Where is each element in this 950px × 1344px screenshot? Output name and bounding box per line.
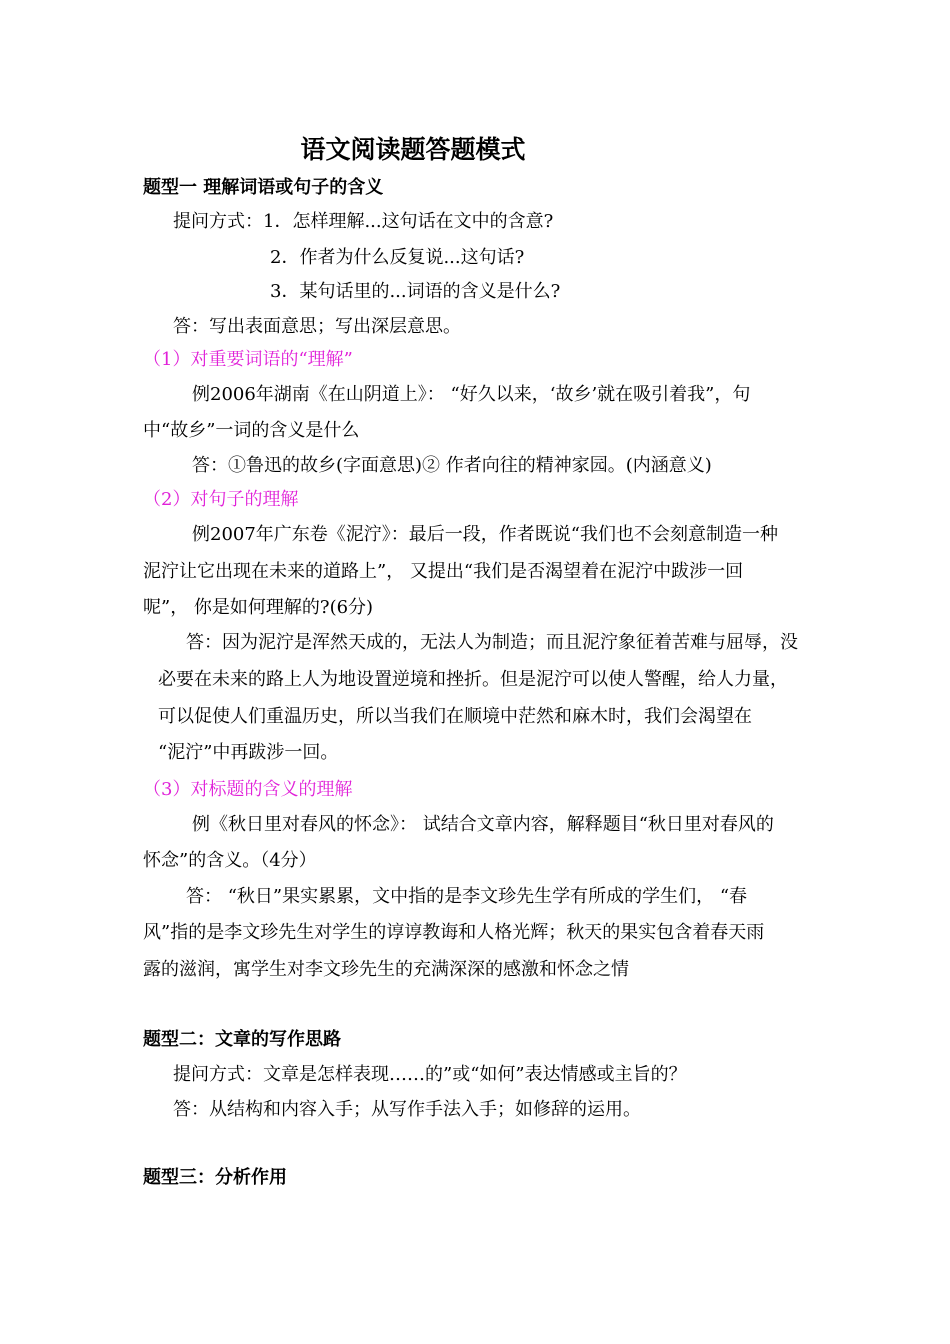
sub3-answer-line-2: 风”指的是李文珍先生对学生的谆谆教诲和人格光辉；秋天的果实包含着春天雨: [143, 922, 765, 943]
sub1-answer: 答：①鲁迅的故乡(字面意思)② 作者向往的精神家园。(内涵意义): [192, 455, 712, 476]
sub1-label: （1）对重要词语的“理解”: [143, 349, 353, 370]
type1-answer: 答：写出表面意思；写出深层意思。: [173, 316, 461, 337]
sub3-example-line-1: 例《秋日里对春风的怀念》： 试结合文章内容，解释题目“秋日里对春风的: [192, 814, 774, 835]
sub2-example-line-1: 例2007年广东卷《泥泞》：最后一段，作者既说“我们也不会刻意制造一种: [192, 524, 779, 545]
sub3-answer-line-3: 露的滋润，寓学生对李文珍先生的充满深深的感激和怀念之情: [143, 959, 629, 980]
type1-heading: 题型一 理解词语或句子的含义: [143, 177, 384, 198]
sub1-example-line-1: 例2006年湖南《在山阴道上》： “好久以来，‘故乡’就在吸引着我”，句: [192, 384, 751, 405]
type2-answer: 答：从结构和内容入手；从写作手法入手；如修辞的运用。: [173, 1099, 641, 1120]
sub2-example-line-2: 泥泞让它出现在未来的道路上”， 又提出“我们是否渴望着在泥泞中跋涉一回: [143, 561, 744, 582]
sub2-answer-line-4: “泥泞”中再跋涉一回。: [158, 742, 339, 763]
type1-question-2: 2．作者为什么反复说...这句话?: [270, 247, 525, 268]
sub1-example-line-2: 中“故乡”一词的含义是什么: [143, 420, 360, 441]
sub2-answer-line-3: 可以促使人们重温历史，所以当我们在顺境中茫然和麻木时，我们会渴望在: [158, 706, 752, 727]
type1-question-1: 提问方式：1．怎样理解...这句话在文中的含意?: [173, 211, 554, 232]
type1-question-3: 3．某句话里的...词语的含义是什么?: [270, 281, 561, 302]
sub2-answer-line-2: 必要在未来的路上人为地设置逆境和挫折。但是泥泞可以使人警醒，给人力量，: [158, 669, 788, 690]
sub3-label: （3）对标题的含义的理解: [143, 779, 353, 800]
sub2-label: （2）对句子的理解: [143, 489, 299, 510]
sub2-example-line-3: 呢”， 你是如何理解的?(6分): [143, 597, 374, 618]
page-title: 语文阅读题答题模式: [300, 135, 526, 164]
type2-question: 提问方式：文章是怎样表现……的”或“如何”表达情感或主旨的？: [173, 1064, 687, 1085]
sub3-example-line-2: 怀念”的含义。（4分）: [143, 850, 317, 871]
sub2-answer-line-1: 答：因为泥泞是浑然天成的，无法人为制造；而且泥泞象征着苦难与屈辱，没: [186, 632, 798, 653]
type3-heading: 题型三：分析作用: [143, 1167, 287, 1188]
type2-heading: 题型二：文章的写作思路: [143, 1029, 341, 1050]
sub3-answer-line-1: 答： “秋日”果实累累，文中指的是李文珍先生学有所成的学生们， “春: [186, 886, 748, 907]
